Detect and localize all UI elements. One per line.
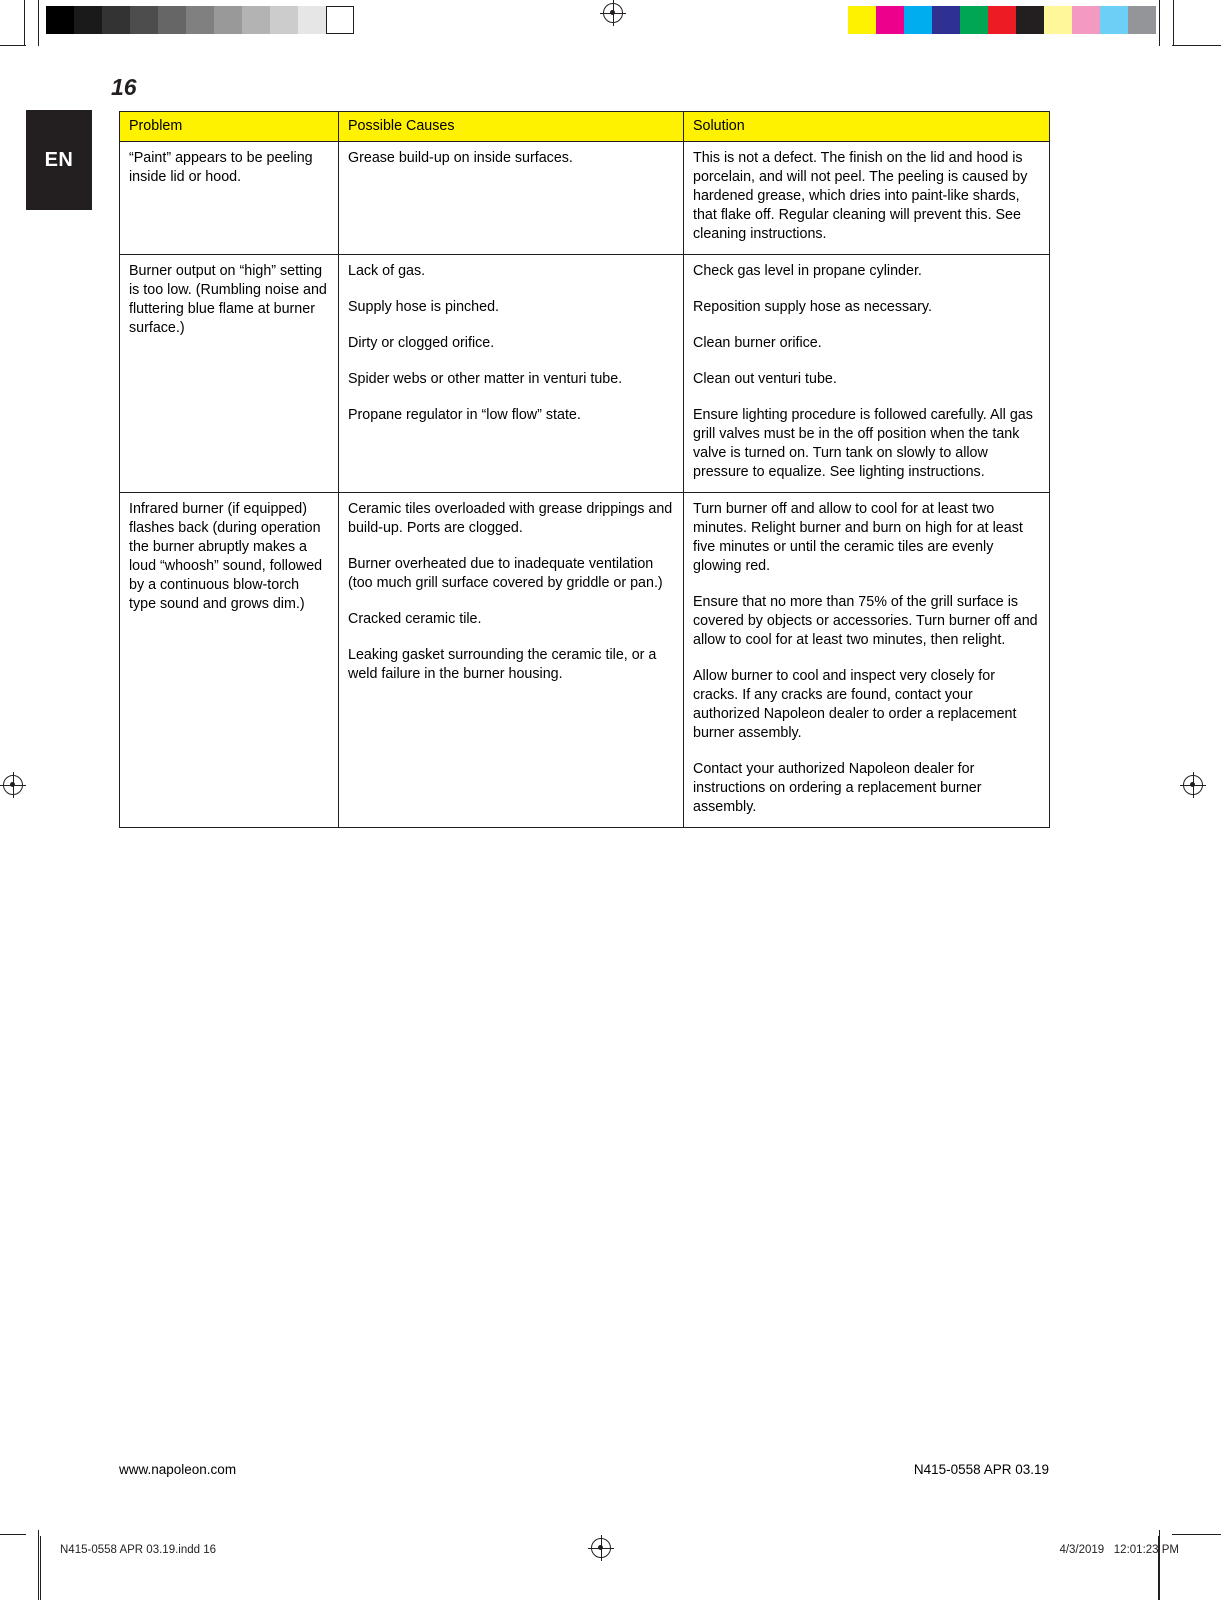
cell-paragraph: Infrared burner (if equipped) flashes back (during operation the burner abruptly makes a loud “whoosh” sound, followed by a continuous blow-torch type sound and grows dim.) [129,501,323,612]
column-header-problem: Problem [120,112,339,142]
color-swatch [988,6,1016,34]
table-header-row [120,112,1050,142]
troubleshooting-table-wrapper [119,111,1049,828]
crop-tick-top-right-v2 [1173,0,1174,46]
color-swatch [960,6,988,34]
color-swatch [186,6,214,34]
cell-paragraph: Propane regulator in “low flow” state. [348,407,581,423]
causes-cell [339,255,684,493]
registration-mark-right [1180,772,1206,798]
causes-cell [339,493,684,828]
crop-tick-bottom-right-v [1159,1530,1160,1600]
cell-paragraph: Grease build-up on inside surfaces. [348,150,573,166]
cell-paragraph: Supply hose is pinched. [348,299,500,315]
color-swatch [1100,6,1128,34]
cell-paragraph: Burner output on “high” setting is too low. (Rumbling noise and fluttering blue flame at burner surface.) [129,263,327,336]
indd-timestamp: 4/3/2019 12:01:23 PM [1059,1544,1179,1556]
cell-paragraph: Ensure that no more than 75% of the grill surface is covered by objects or accessories. Turn burner off and allow to cool for at least two minutes, then relight. [693,594,1038,648]
footer-rule-left [40,1536,41,1600]
problem-cell [120,255,339,493]
cell-paragraph: Clean burner orifice. [693,335,822,351]
color-swatch [932,6,960,34]
crop-tick-bottom-left-v [38,1530,39,1600]
grayscale-color-bar [46,6,354,34]
cell-paragraph: Allow burner to cool and inspect very closely for cracks. If any cracks are found, contact your authorized Napoleon dealer to order a replacement burner assembly. [693,668,1017,741]
page-number: 16 [111,74,137,100]
problem-cell [120,142,339,255]
color-swatch [1044,6,1072,34]
cell-paragraph: Check gas level in propane cylinder. [693,263,922,279]
color-swatch [1072,6,1100,34]
table-row [120,493,1050,828]
crop-tick-top-left-v2 [24,0,25,46]
cell-paragraph: Cracked ceramic tile. [348,611,482,627]
color-swatch [326,6,354,34]
crop-tick-top-right-v [1159,0,1160,46]
troubleshooting-table [119,111,1050,828]
table-body [120,142,1050,828]
color-swatch [74,6,102,34]
cell-paragraph: “Paint” appears to be peeling inside lid or hood. [129,150,313,185]
color-swatch [1016,6,1044,34]
color-swatch [298,6,326,34]
language-tab-label: EN [44,148,74,171]
footer-website: www.napoleon.com [119,1462,237,1477]
color-swatch [270,6,298,34]
color-swatch [130,6,158,34]
cell-paragraph: Dirty or clogged orifice. [348,335,495,351]
cell-paragraph: Contact your authorized Napoleon dealer for instructions on ordering a replacement burner assembly. [693,761,982,815]
crop-tick-bottom-right-h [1172,1534,1221,1535]
language-tab-en [26,110,92,210]
solution-cell [684,142,1050,255]
cell-paragraph: This is not a defect. The finish on the lid and hood is porcelain, and will not peel. The peeling is caused by hardened grease, which dries into paint-like shards, that flake off. Regular cleaning will prevent this. See cleaning instructions. [693,150,1028,242]
cell-paragraph: Lack of gas. [348,263,426,279]
cell-paragraph: Burner overheated due to inadequate ventilation (too much grill surface covered by griddle or pan.) [348,556,663,591]
color-swatch [848,6,876,34]
color-swatch [214,6,242,34]
cell-paragraph: Spider webs or other matter in venturi tube. [348,371,623,387]
color-swatch [102,6,130,34]
cell-paragraph: Turn burner off and allow to cool for at least two minutes. Relight burner and burn on high for at least five minutes or until the ceramic tiles are evenly glowing red. [693,501,1023,574]
cell-paragraph: Ensure lighting procedure is followed carefully. All gas grill valves must be in the off position when the tank valve is turned on. Turn tank on slowly to allow pressure to equalize. See lighting instructions. [693,407,1033,480]
cell-paragraph: Reposition supply hose as necessary. [693,299,932,315]
crop-tick-top-left-h [0,45,26,46]
column-header-solution: Solution [684,112,1050,142]
crop-tick-top-right-h [1172,45,1221,46]
registration-mark-left [0,772,26,798]
color-swatch [158,6,186,34]
column-header-possible-causes: Possible Causes [339,112,684,142]
crop-tick-bottom-left-h [0,1534,26,1535]
indd-filename: N415-0558 APR 03.19.indd 16 [60,1544,217,1556]
color-swatch [1128,6,1156,34]
registration-mark-top [600,0,626,26]
crop-tick-top-left-v [38,0,39,46]
problem-cell [120,493,339,828]
cell-paragraph: Leaking gasket surrounding the ceramic tile, or a weld failure in the burner housing. [348,647,657,682]
solution-cell [684,493,1050,828]
color-swatch [876,6,904,34]
footer-doc-code: N415-0558 APR 03.19 [913,1462,1049,1477]
solution-cell [684,255,1050,493]
causes-cell [339,142,684,255]
cell-paragraph: Ceramic tiles overloaded with grease drippings and build-up. Ports are clogged. [348,501,673,536]
cell-paragraph: Clean out venturi tube. [693,371,837,387]
color-swatch [242,6,270,34]
registration-mark-bottom [588,1535,614,1561]
color-swatch [46,6,74,34]
table-row [120,255,1050,493]
color-swatch [904,6,932,34]
table-row [120,142,1050,255]
process-color-bar [848,6,1156,34]
